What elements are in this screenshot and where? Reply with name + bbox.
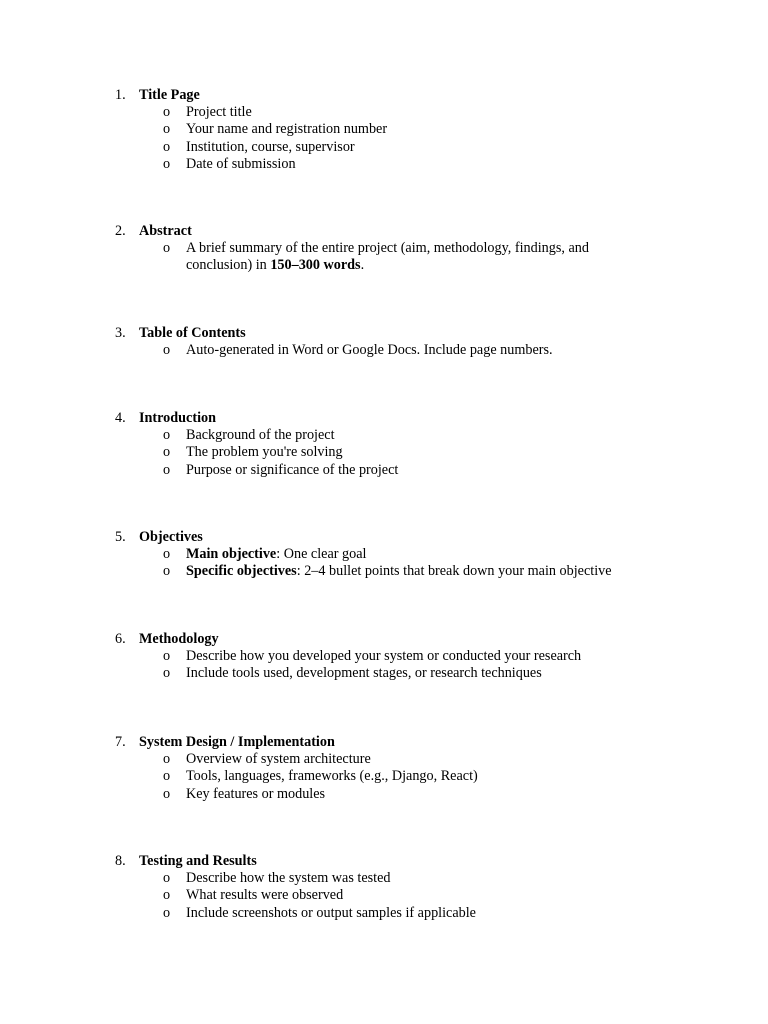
list-item — [0, 546, 768, 563]
list-item-text: Your name and registration number — [186, 121, 388, 138]
list-item — [0, 648, 768, 665]
bullet-icon: o — [163, 785, 171, 802]
section-heading: Table of Contents — [139, 325, 246, 341]
section-number: 5. — [115, 529, 126, 545]
bullet-icon: o — [163, 665, 171, 682]
section-number: 7. — [115, 734, 126, 750]
list-item-text: Include screenshots or output samples if applicable — [186, 904, 476, 921]
word-count-emphasis: 150–300 words — [270, 257, 361, 274]
list-item-text: Overview of system architecture — [186, 751, 371, 768]
list-item — [0, 786, 768, 803]
list-item — [0, 563, 768, 580]
section-number: 4. — [115, 410, 126, 426]
bullet-icon: o — [163, 563, 171, 580]
bullet-icon: o — [163, 121, 171, 138]
section-number: 3. — [115, 325, 126, 341]
section-heading: Title Page — [139, 87, 200, 103]
section-number: 6. — [115, 631, 126, 647]
list-item-text: Describe how the system was tested — [186, 870, 391, 887]
section-number: 8. — [115, 853, 126, 869]
list-item-text: The problem you're solving — [186, 444, 343, 461]
list-item — [0, 870, 768, 887]
section-heading: Methodology — [139, 631, 219, 647]
section-abstract — [0, 223, 768, 275]
bullet-icon: o — [163, 768, 171, 785]
section-title-page — [0, 87, 768, 173]
item-emphasis: Specific objectives — [186, 563, 297, 580]
list-item-text: Date of submission — [186, 155, 296, 172]
list-item — [0, 240, 768, 274]
list-item — [0, 156, 768, 173]
list-item-text: Tools, languages, frameworks (e.g., Django, React) — [186, 768, 478, 785]
bullet-icon: o — [163, 138, 171, 155]
list-item — [0, 768, 768, 785]
list-item-text: Describe how you developed your system or conducted your research — [186, 648, 582, 665]
list-item — [0, 887, 768, 904]
section-number: 2. — [115, 223, 126, 239]
list-item — [0, 342, 768, 359]
list-item-text: Purpose or significance of the project — [186, 461, 399, 478]
bullet-icon: o — [163, 104, 171, 121]
list-item — [0, 905, 768, 922]
bullet-icon: o — [163, 751, 171, 768]
list-item — [0, 665, 768, 682]
section-heading: Introduction — [139, 410, 216, 426]
list-item-text: Institution, course, supervisor — [186, 138, 355, 155]
bullet-icon: o — [163, 444, 171, 461]
section-methodology — [0, 631, 768, 683]
list-item-text: Auto-generated in Word or Google Docs. Include page numbers. — [186, 342, 553, 359]
list-item-text: Key features or modules — [186, 785, 326, 802]
list-item-text: Main objective: One clear goal — [186, 546, 367, 563]
list-item-text: Specific objectives: 2–4 bullet points that break down your main objective — [186, 563, 612, 580]
list-item — [0, 121, 768, 138]
bullet-icon: o — [163, 155, 171, 172]
section-objectives — [0, 529, 768, 581]
section-heading: Objectives — [139, 529, 203, 545]
section-introduction — [0, 410, 768, 479]
section-table-of-contents — [0, 325, 768, 359]
list-item — [0, 104, 768, 121]
section-heading: System Design / Implementation — [139, 734, 335, 750]
section-system-design — [0, 734, 768, 803]
bullet-icon: o — [163, 427, 171, 444]
list-item — [0, 427, 768, 444]
list-item-text: Include tools used, development stages, or research techniques — [186, 665, 542, 682]
section-number: 1. — [115, 87, 126, 103]
bullet-icon: o — [163, 648, 171, 665]
list-item-text: Project title — [186, 104, 252, 121]
list-item-text: What results were observed — [186, 887, 344, 904]
list-item-text: Background of the project — [186, 427, 335, 444]
bullet-icon: o — [163, 887, 171, 904]
list-item-text: A brief summary of the entire project (aim, methodology, findings, and conclusion) in 150–300 words. — [186, 240, 589, 274]
item-emphasis: Main objective — [186, 546, 277, 563]
list-item — [0, 444, 768, 461]
bullet-icon: o — [163, 904, 171, 921]
section-testing-results — [0, 853, 768, 922]
list-item — [0, 751, 768, 768]
section-heading: Abstract — [139, 223, 192, 239]
list-item — [0, 462, 768, 479]
bullet-icon: o — [163, 461, 171, 478]
bullet-icon: o — [163, 870, 171, 887]
list-item — [0, 139, 768, 156]
bullet-icon: o — [163, 546, 171, 563]
section-heading: Testing and Results — [139, 853, 257, 869]
bullet-icon: o — [163, 240, 171, 257]
bullet-icon: o — [163, 342, 171, 359]
